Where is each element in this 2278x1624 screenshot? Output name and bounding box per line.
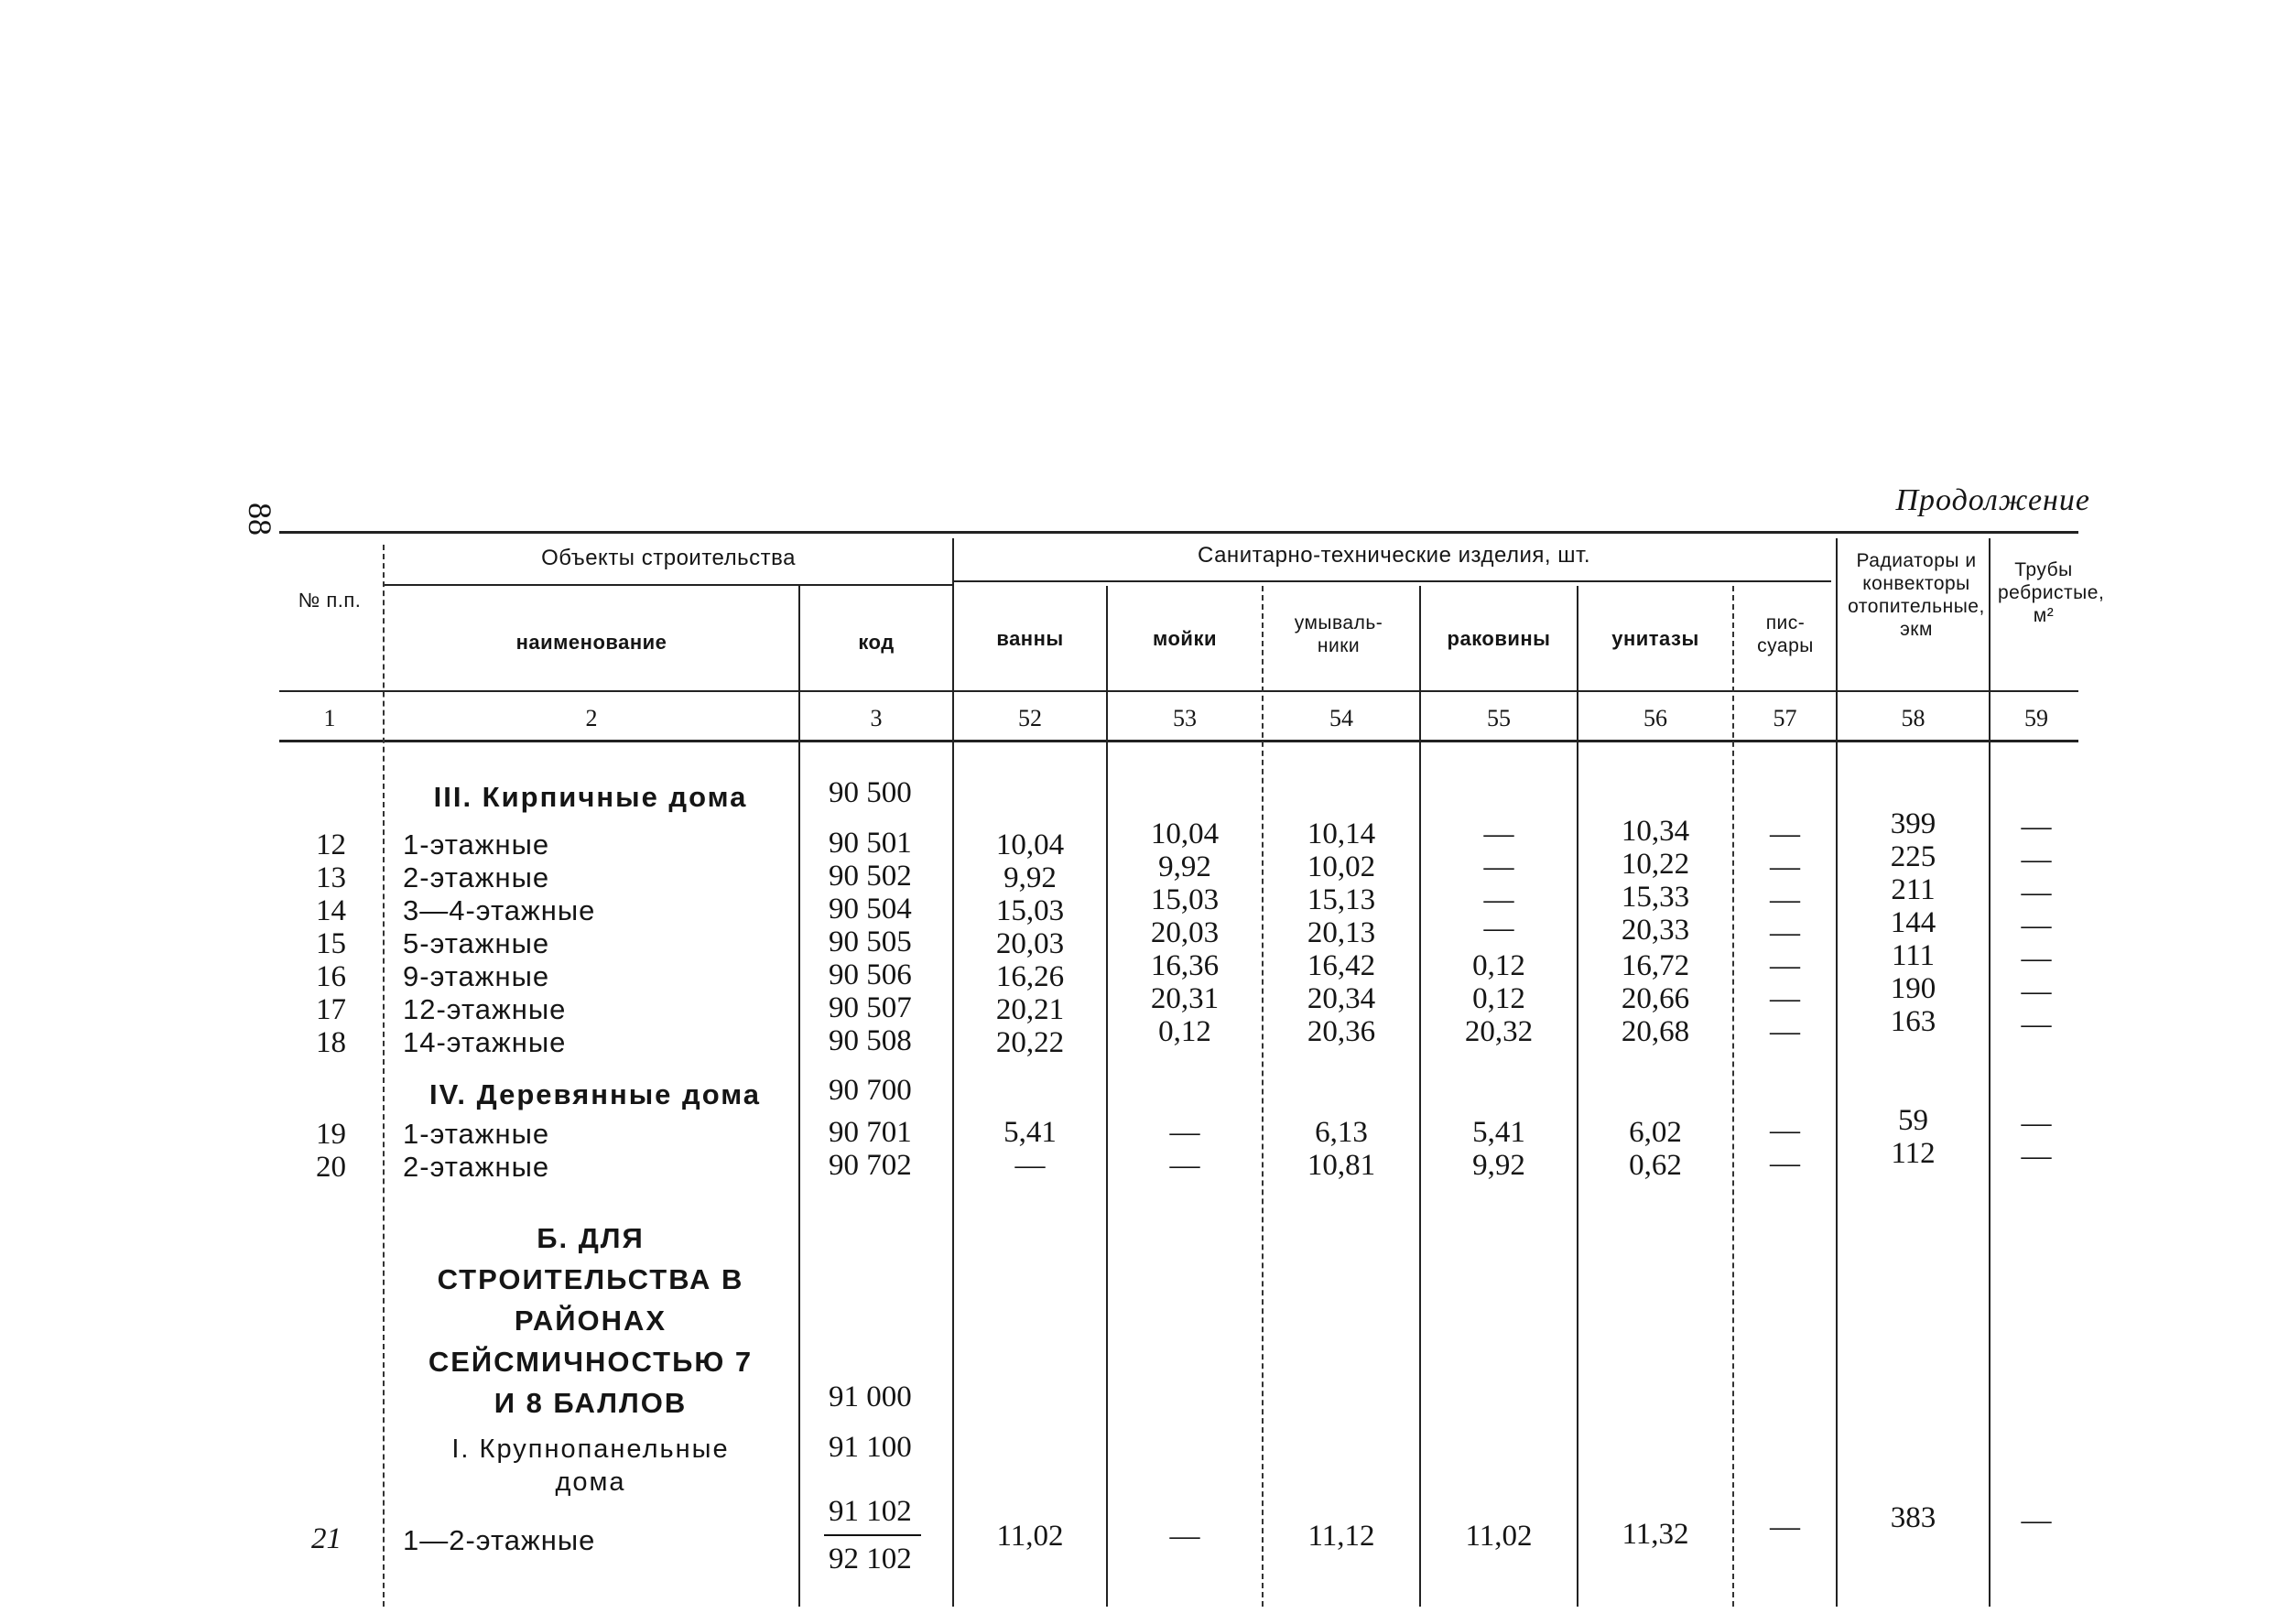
header-objects-group: Объекты строительства — [541, 546, 796, 570]
row-urinals: — — [1770, 883, 1800, 916]
row-washbasins: 11,12 — [1307, 1520, 1375, 1553]
row-baths: 10,04 — [995, 828, 1065, 861]
row-pipes: — — [2021, 1107, 2052, 1140]
colnum-56: 56 — [1643, 705, 1667, 731]
row-toilets: 0,62 — [1629, 1149, 1682, 1182]
row-basins: 20,32 — [1464, 1015, 1534, 1048]
row-number: 17 — [316, 993, 346, 1026]
row-toilets: 20,66 — [1621, 982, 1690, 1015]
col-divider-9 — [1836, 538, 1838, 1607]
row-name: 1—2-этажные — [403, 1524, 596, 1556]
row-radiators: 163 — [1890, 1005, 1936, 1038]
col-divider-5 — [1262, 586, 1264, 1607]
row-name: 12-этажные — [403, 993, 567, 1025]
row-baths: 20,03 — [995, 927, 1065, 960]
row-washbasins: 20,36 — [1307, 1015, 1376, 1048]
header-toilets: унитазы — [1611, 627, 1699, 650]
row-number: 15 — [316, 927, 346, 960]
header-basins: раковины — [1447, 627, 1551, 650]
colnum-54: 54 — [1329, 705, 1353, 731]
row-baths: 20,21 — [995, 993, 1065, 1026]
row-urinals: — — [1770, 1147, 1800, 1180]
row-basins: 9,92 — [1472, 1149, 1525, 1182]
colnum-57: 57 — [1773, 705, 1797, 731]
row-basins: — — [1483, 850, 1514, 883]
colnum-55: 55 — [1487, 705, 1511, 731]
row-code: 90 504 — [829, 893, 912, 926]
col-divider-3 — [952, 538, 954, 1607]
row-radiators: 190 — [1890, 972, 1936, 1005]
row-code: 90 502 — [829, 860, 912, 893]
colnum-58: 58 — [1901, 705, 1925, 731]
header-radiators: Радиаторы и конвекторы отопительные, экм — [1848, 550, 1985, 640]
section-large-panel-code: 91 100 — [829, 1431, 912, 1464]
row-basins: — — [1483, 912, 1514, 945]
row-code: 91 102 — [829, 1495, 912, 1528]
row-code: 90 501 — [829, 827, 912, 860]
header-sinks: мойки — [1153, 627, 1217, 650]
row-name: 5-этажные — [403, 927, 550, 959]
row-toilets: 11,32 — [1622, 1518, 1689, 1551]
header-code: код — [858, 631, 895, 654]
section-seismic-code: 91 000 — [829, 1380, 912, 1413]
row-name: 3—4-этажные — [403, 894, 596, 926]
row-number: 21 — [311, 1522, 342, 1555]
row-radiators: 225 — [1890, 840, 1936, 873]
row-baths: 5,41 — [1003, 1116, 1057, 1149]
section-brick-code: 90 500 — [829, 776, 912, 809]
row-sinks: — — [1169, 1116, 1200, 1149]
row-name: 2-этажные — [403, 1151, 550, 1183]
header-baths: ванны — [996, 627, 1064, 650]
header-pipes: Трубы ребристые, м² — [1998, 559, 2105, 626]
row-basins: — — [1483, 817, 1514, 850]
row-urinals: — — [1770, 817, 1800, 850]
group-rule-objects — [385, 584, 952, 586]
row-urinals: — — [1770, 916, 1800, 949]
row-number: 14 — [316, 894, 346, 927]
row-basins: 0,12 — [1472, 982, 1525, 1015]
section-brick-houses: III. Кирпичные дома — [433, 781, 748, 813]
page-number: 88 — [242, 503, 278, 536]
row-code: 90 505 — [829, 926, 912, 958]
row-number: 20 — [316, 1151, 346, 1184]
row-washbasins: 10,02 — [1307, 850, 1376, 883]
row-toilets: 15,33 — [1621, 881, 1690, 914]
colnum-59: 59 — [2024, 705, 2048, 731]
row-sinks: 15,03 — [1150, 883, 1220, 916]
header-name: наименование — [515, 631, 667, 654]
row-radiators: 144 — [1890, 906, 1936, 939]
row-code-alt: 92 102 — [829, 1543, 912, 1575]
row-urinals: — — [1770, 1015, 1800, 1048]
row-name: 1-этажные — [403, 828, 550, 861]
row-name: 14-этажные — [403, 1026, 567, 1058]
row-sinks: 20,31 — [1150, 982, 1220, 1015]
row-toilets: 20,68 — [1621, 1015, 1690, 1048]
row-pipes: — — [2021, 876, 2052, 909]
row-baths: — — [1014, 1149, 1046, 1182]
col-divider-6 — [1419, 586, 1421, 1607]
row-code: 90 506 — [829, 958, 912, 991]
row-baths: 11,02 — [996, 1520, 1064, 1553]
colnum-52: 52 — [1018, 705, 1042, 731]
row-toilets: 6,02 — [1629, 1116, 1682, 1149]
row-radiators: 59 — [1898, 1104, 1928, 1137]
colnum-1: 1 — [323, 705, 336, 731]
row-sinks: 20,03 — [1150, 916, 1220, 949]
col-divider-10 — [1989, 538, 1991, 1607]
row-pipes: — — [2021, 1140, 2052, 1173]
row-toilets: 10,22 — [1621, 848, 1690, 881]
row-washbasins: 20,13 — [1307, 916, 1376, 949]
row-radiators: 211 — [1891, 873, 1936, 906]
row-basins: 11,02 — [1465, 1520, 1533, 1553]
row-urinals: — — [1770, 1510, 1800, 1543]
row-sinks: — — [1169, 1520, 1200, 1553]
col-divider-4 — [1106, 586, 1108, 1607]
row-number: 18 — [316, 1026, 346, 1059]
header-urinals: пис-суары — [1757, 612, 1814, 656]
row-pipes: — — [2021, 909, 2052, 942]
colnum-2: 2 — [585, 705, 598, 731]
colnum-3: 3 — [870, 705, 883, 731]
row-code: 90 508 — [829, 1024, 912, 1057]
row-pipes: — — [2021, 942, 2052, 975]
row-pipes: — — [2021, 810, 2052, 843]
row-washbasins: 15,13 — [1307, 883, 1376, 916]
row-washbasins: 10,14 — [1307, 817, 1376, 850]
row-name: 2-этажные — [403, 861, 550, 893]
row-sinks: 16,36 — [1150, 949, 1220, 982]
row-number: 12 — [316, 828, 346, 861]
section-wooden-code: 90 700 — [829, 1074, 912, 1107]
col-divider-7 — [1577, 586, 1578, 1607]
row-name: 1-этажные — [403, 1118, 550, 1150]
row-baths: 9,92 — [1003, 861, 1057, 894]
header-sanitary-group: Санитарно-технические изделия, шт. — [1197, 543, 1591, 568]
header-row-number: № п.п. — [298, 589, 362, 612]
row-pipes: — — [2021, 975, 2052, 1008]
row-number: 16 — [316, 960, 346, 993]
row-number: 19 — [316, 1118, 346, 1151]
row-code: 90 507 — [829, 991, 912, 1024]
row-basins: 5,41 — [1472, 1116, 1525, 1149]
header-washbasins: умываль-ники — [1294, 612, 1383, 656]
row-sinks: 0,12 — [1158, 1015, 1211, 1048]
section-wooden-houses: IV. Деревянные дома — [428, 1078, 762, 1110]
row-radiators: 383 — [1890, 1501, 1936, 1534]
row-basins: — — [1483, 883, 1514, 916]
col-divider-1 — [383, 545, 385, 1607]
numbers-bottom-rule — [279, 740, 2078, 742]
row-washbasins: 20,34 — [1307, 982, 1376, 1015]
row-radiators: 399 — [1890, 807, 1936, 840]
row-toilets: 20,33 — [1621, 914, 1690, 947]
row-sinks: 10,04 — [1150, 817, 1220, 850]
row-urinals: — — [1770, 850, 1800, 883]
col-divider-8 — [1732, 586, 1734, 1607]
row-sinks: — — [1169, 1149, 1200, 1182]
row-baths: 15,03 — [995, 894, 1065, 927]
header-bottom-rule — [279, 690, 2078, 692]
row-urinals: — — [1770, 949, 1800, 982]
row-urinals: — — [1770, 1114, 1800, 1147]
row-baths: 16,26 — [995, 960, 1065, 993]
row-radiators: 112 — [1891, 1137, 1936, 1170]
row-radiators: 111 — [1891, 939, 1936, 972]
col-divider-2 — [798, 586, 800, 1607]
group-rule-sanitary — [952, 580, 1831, 582]
row-urinals: — — [1770, 982, 1800, 1015]
row-pipes: — — [2021, 1008, 2052, 1041]
row-toilets: 16,72 — [1621, 949, 1690, 982]
row-washbasins: 6,13 — [1315, 1116, 1368, 1149]
row-sinks: 9,92 — [1158, 850, 1211, 883]
row-toilets: 10,34 — [1621, 815, 1690, 848]
row-number: 13 — [316, 861, 346, 894]
colnum-53: 53 — [1173, 705, 1197, 731]
row-pipes: — — [2021, 1504, 2052, 1537]
row-code: 90 702 — [829, 1149, 912, 1182]
row-washbasins: 16,42 — [1307, 949, 1376, 982]
code-fraction-line — [824, 1534, 921, 1536]
row-code: 90 701 — [829, 1116, 912, 1149]
row-baths: 20,22 — [995, 1026, 1065, 1059]
row-basins: 0,12 — [1472, 949, 1525, 982]
row-washbasins: 10,81 — [1307, 1149, 1376, 1182]
section-seismic: Б. ДЛЯ СТРОИТЕЛЬСТВА В РАЙОНАХ СЕЙСМИЧНОСТЬЮ 7 И 8 БАЛЛОВ — [428, 1222, 754, 1419]
top-rule — [279, 531, 2078, 534]
section-large-panel: I. Крупнопанельные дома — [451, 1435, 730, 1497]
row-pipes: — — [2021, 843, 2052, 876]
row-name: 9-этажные — [403, 960, 550, 992]
continuation-label: Продолжение — [1895, 483, 2090, 517]
